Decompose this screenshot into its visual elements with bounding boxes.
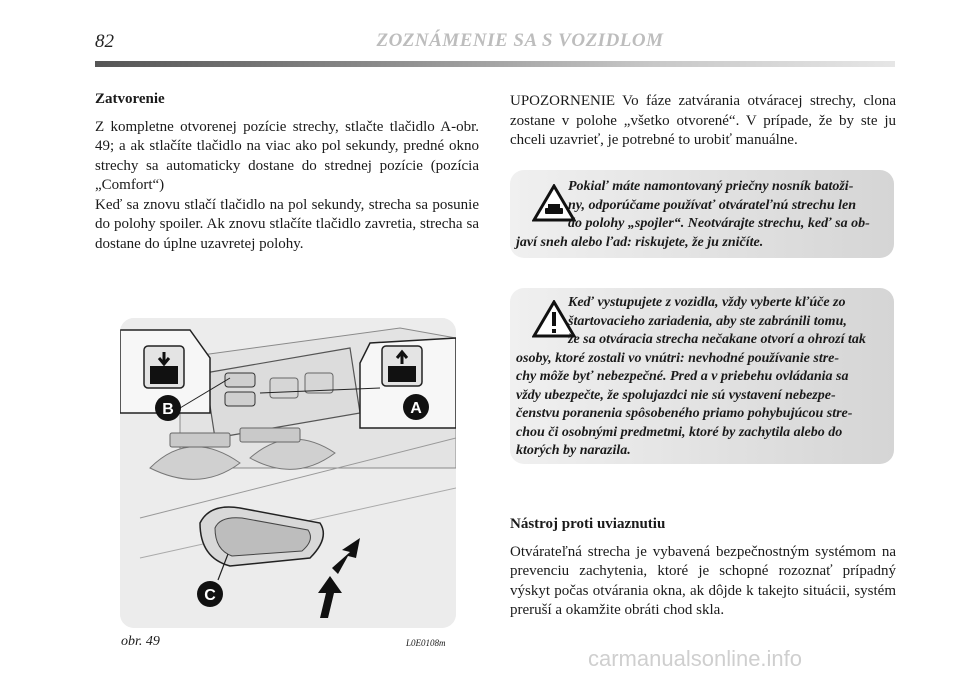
section-title: ZOZNÁMENIE SA S VOZIDLOM (376, 30, 664, 51)
caution-box-1 (510, 170, 894, 258)
left-column (95, 90, 479, 254)
caution-box-2 (510, 288, 894, 464)
caution-2-line: ktorých by narazila. (516, 443, 631, 458)
figure-roof-controls (120, 318, 456, 628)
figure-label-b: B (162, 401, 174, 418)
caution-text-1 (510, 170, 894, 258)
figure-caption: obr. 49 (121, 634, 160, 649)
caution-2-line: čenstvu poranenia spôsobeného priamo pohybujúcou stre- (516, 406, 853, 421)
closing-heading: Zatvorenie (95, 91, 165, 107)
caution-2-line: chy môže byť nebezpečné. Pred a v priebehu ovládania sa (516, 369, 849, 384)
anti-pinch-paragraph: Otvárateľná strecha je vybavená bezpečnostným systémom na prevenciu zachytenia, ktoré je schopné rozoznať prípadný výskyt počas otvárania okna, ak dôjde k takejto situácii, systém preruší a okamžite obráti chod skla. (510, 543, 896, 618)
figure-label-a: A (410, 400, 422, 417)
caution-1-line: Pokiaľ máte namontovaný priečny nosník batoži- (568, 179, 854, 194)
anti-pinch-heading: Nástroj proti uviaznutiu (510, 516, 666, 532)
anti-pinch-section (510, 515, 896, 621)
caution-2-line: štartovacieho zariadenia, aby ste zabránili tomu, (568, 313, 847, 329)
closing-paragraph-1: Z kompletne otvorenej pozície strechy, stlačte tlačidlo A-obr. 49; a ak stlačíte tlačidlo na viac ako pol sekundy, predné okno strechy sa automaticky dostane do strednej pozície (pozícia „Comfort“) (95, 118, 479, 193)
warning-text: UPOZORNENIE Vo fáze zatvárania otváracej strechy, clona zostane v polohe „všetko otvorené“. V prípade, že by ste ju chceli uzavrieť, je potrebné to urobiť manuálne. (510, 93, 896, 148)
closing-paragraph-2: Keď sa znovu stlačí tlačidlo na pol sekundy, strecha sa posunie do polohy spoiler. Ak znovu stlačíte tlačidlo zavretia, strecha sa dostane do úplne uzavretej polohy. (95, 196, 479, 252)
figure-label-c: C (204, 587, 216, 604)
caution-2-line: že sa otváracia strecha nečakane otvorí a ohrozí tak (568, 332, 866, 347)
caution-1-line: ny, odporúčame používať otvárateľnú strechu len (568, 197, 857, 213)
caution-2-line: vždy ubezpečte, že spolujazdci nie sú vystavení nebezpe- (516, 387, 836, 403)
caution-1-line: do polohy „spojler“. Neotvárajte strechu, keď sa ob- (568, 216, 870, 231)
warning-paragraph (510, 92, 896, 151)
caution-1-line: javí sneh alebo ľad: riskujete, že ju zničíte. (516, 234, 764, 250)
figure-code: L0E0108m (406, 638, 446, 648)
footer-watermark: carmanualsonline.info (588, 646, 803, 671)
caution-text-2 (510, 288, 894, 464)
caution-2-line: osoby, ktoré zostali vo vnútri: nevhodné používanie stre- (516, 350, 840, 366)
page-number: 82 (95, 31, 114, 52)
caution-2-line: chou či osobnými predmetmi, ktoré by zachytila alebo do (516, 424, 843, 440)
caution-2-line: Keď vystupujete z vozidla, vždy vyberte kľúče zo (568, 295, 846, 310)
header-divider (95, 61, 895, 67)
